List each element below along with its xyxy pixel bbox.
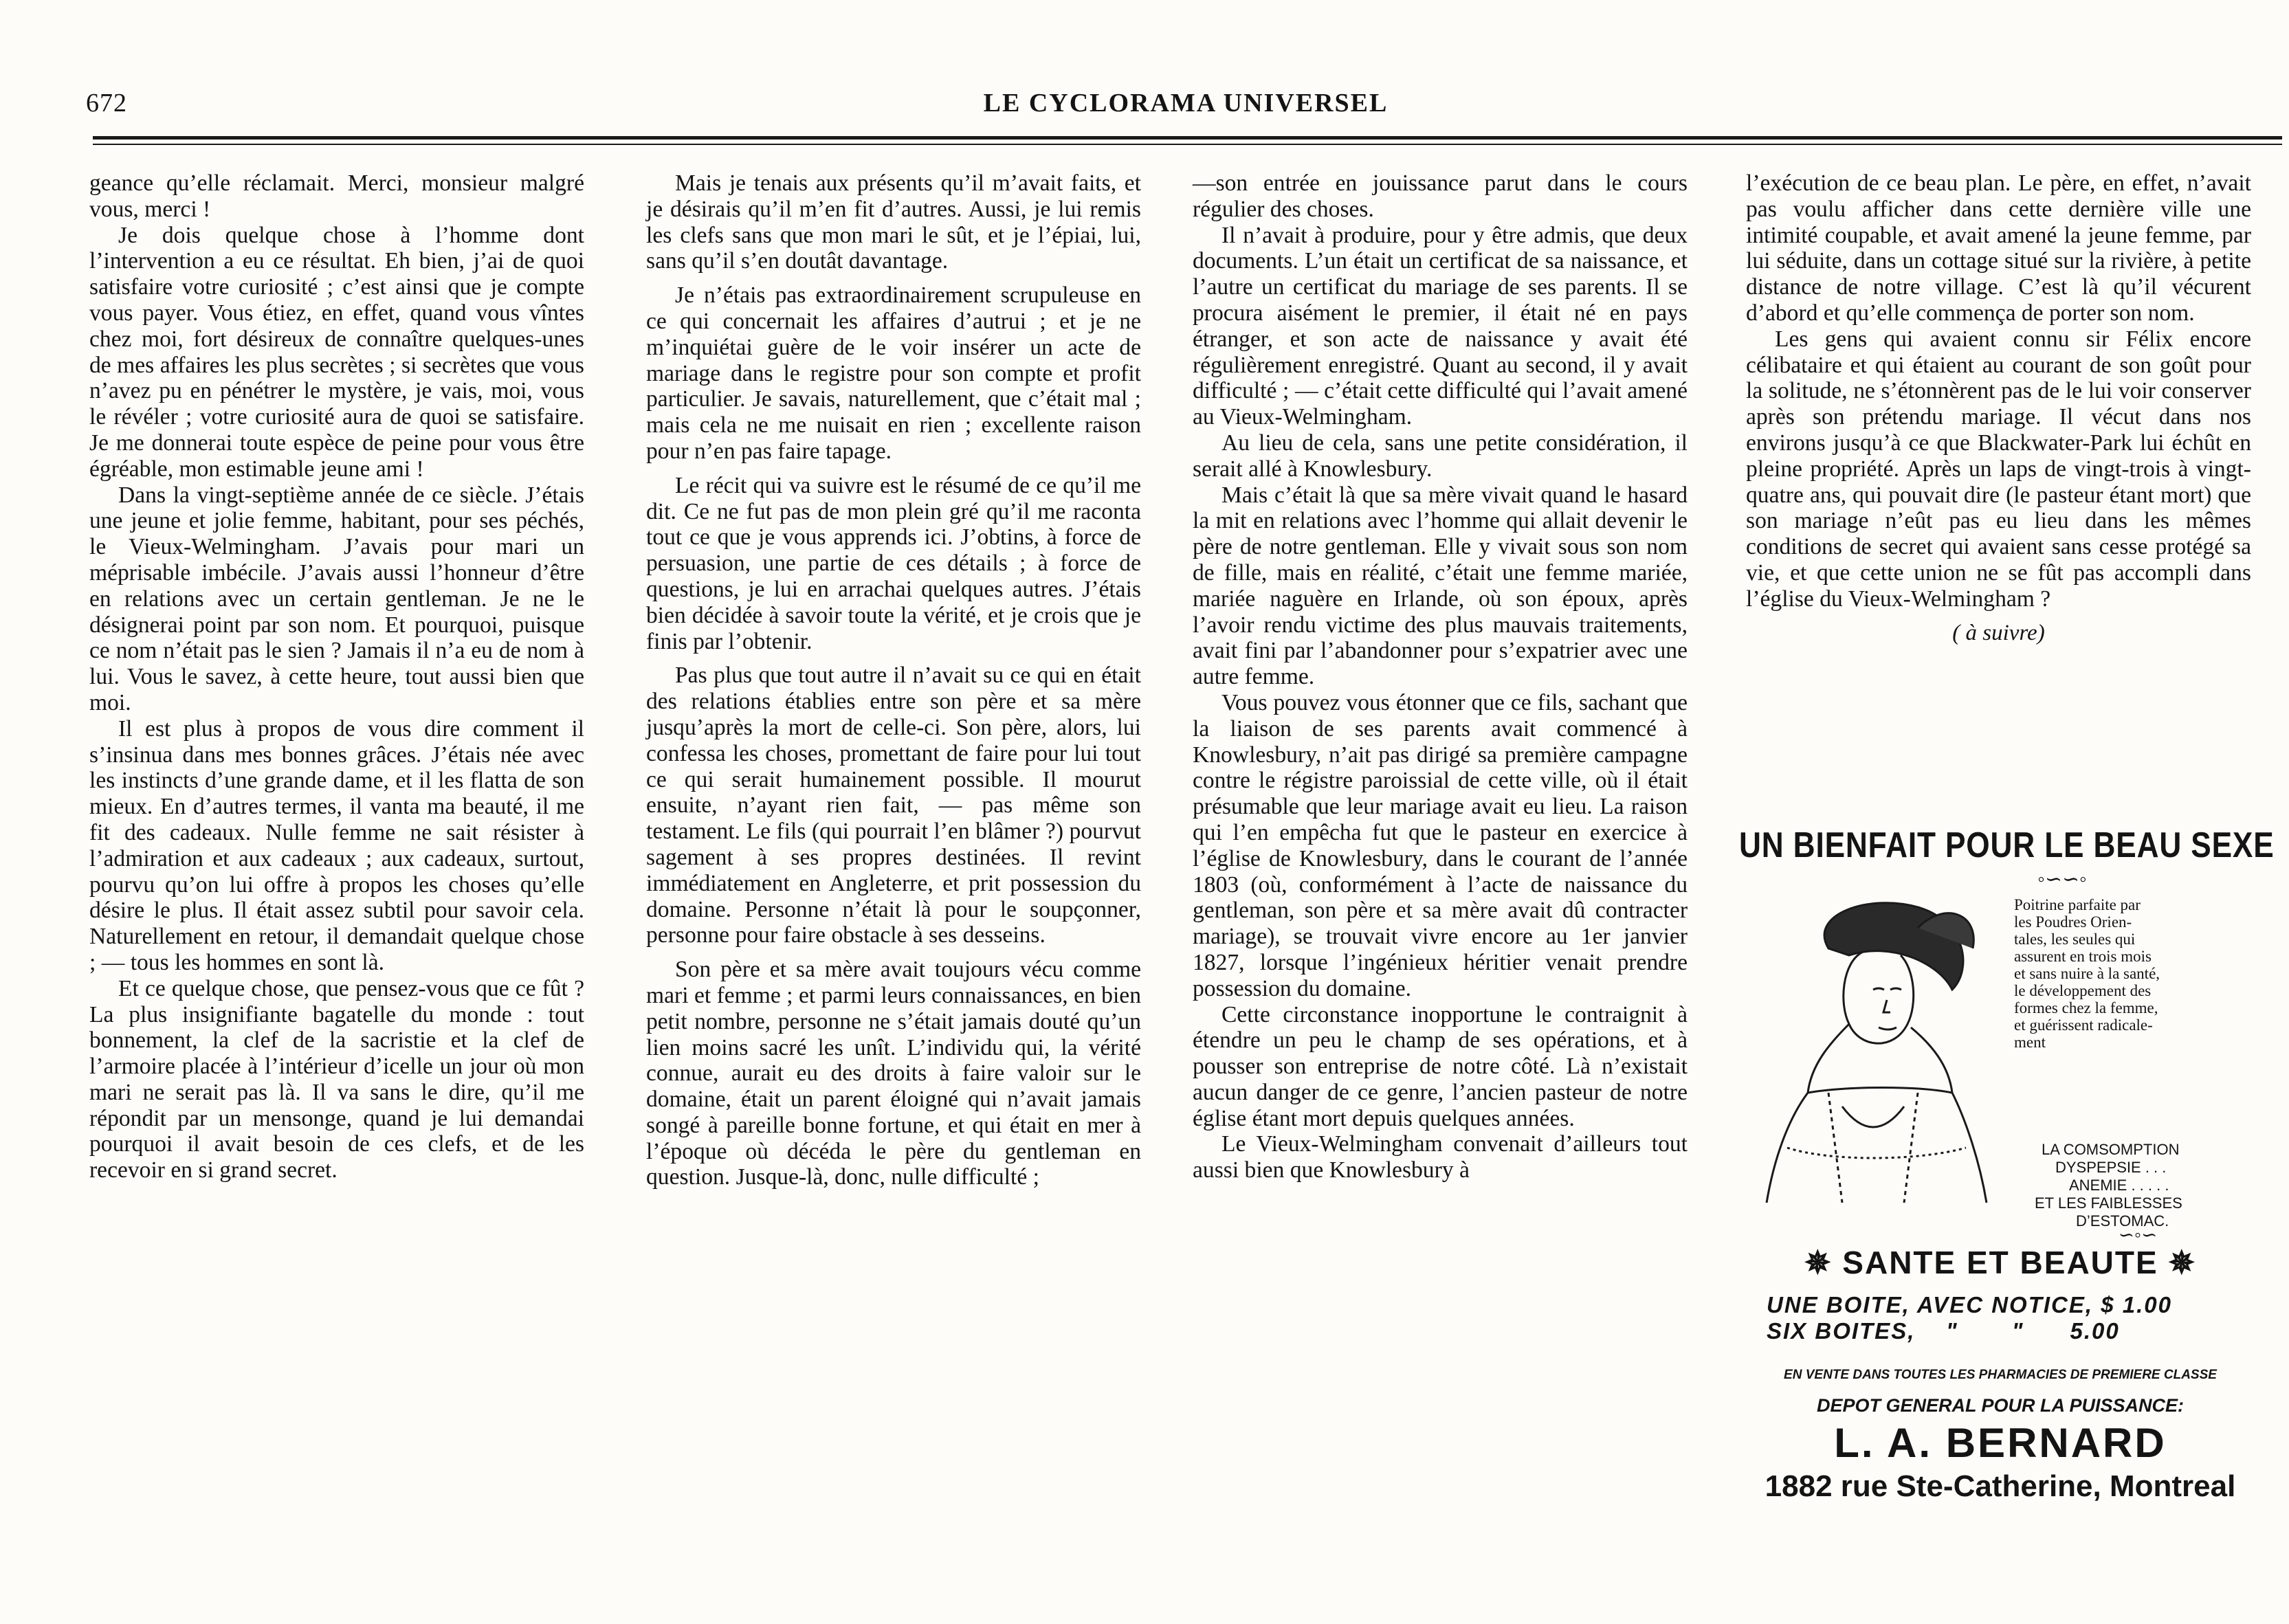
page-title: LE CYCLORAMA UNIVERSEL [983,89,1389,118]
paragraph: Il est plus à propos de vous dire comment il s’insinua dans mes bonnes grâces. J’étais née avec les instincts d’une grande dame, et il les flatta de son mieux. En d’autres termes, il vanta ma beauté, il me fit des cadeaux. Nulle femme ne sait résister à l’admiration et aux cadeaux ; aux cadeaux, surtout, pourvu qu’on lui offre à propos les choses qu’elle désire le plus. Il était assez subtil pour savoir cela. Naturellement en retour, il demandait quelque chose ; — tous les hommes en sont là. [89,715,584,975]
paragraph: Je dois quelque chose à l’homme dont l’intervention a eu ce résultat. Eh bien, j’ai de quoi satisfaire votre curiosité ; c’est ainsi que je compte vous payer. Vous étiez, en effet, quand vous vîntes chez moi, fort désireux de connaître quelques-unes de mes affaires les plus secrètes ; si secrètes que vous n’avez pu en pénétrer le mystère, je vais, moi, vous le révéler ; votre curiosité aura de quoi se satisfaire. Je me donnerai toute espèce de peine pour vous être égréable, mon estimable jeune ami ! [89,222,584,482]
paragraph: Le récit qui va suivre est le résumé de ce qu’il me dit. Ce ne fut pas de mon plein gré qu’il me raconta tout ce que je vous apprends ici. J’obtins, à force de persuasion, une partie de ces détails ; à force de questions, je lui en arrachai quelques autres. J’étais bien décidée à savoir toute la vérité, et je crois que je finis par l’obtenir. [646,472,1141,654]
paragraph: Le Vieux-Welmingham convenait d’ailleurs tout aussi bien que Knowlesbury à [1193,1131,1688,1183]
to-be-continued: ( à suivre) [1952,620,2045,645]
ad-sante-beaute: ✵ SANTE ET BEAUTE ✵ [1804,1245,2196,1280]
ad-merchant-name: L. A. BERNARD [1834,1420,2167,1466]
ad-headline: UN BIENFAIT POUR LE BEAU SEXE [1739,825,2275,865]
paragraph: Et ce quelque chose, que pensez-vous que ce fût ? La plus insignifiante bagatelle du monde : tout bonnement, la clef de la sacristie et la clef de l’armoire placée à l’intérieur d’icelle un jour où mon mari ne serait pas là. Il va sans le dire, qu’il me répondit par un mensonge, quand je lui demandai pourquoi il avait besoin de ces clefs, et de les recevoir en si grand secret. [89,975,584,1183]
ad-merchant-address: 1882 rue Ste-Catherine, Montreal [1765,1469,2236,1503]
paragraph: Je n’étais pas extraordinairement scrupuleuse en ce qui concernait les affaires d’autrui ; et je ne m’inquiétai guère de le voir insérer un acte de mariage dans le registre pour son compte et profit particulier. Je savais, naturellement, que c’était mal ; mais cela ne me nuisait en rien ; excellente raison pour n’en pas faire tapage. [646,282,1141,464]
ad-ailments-list: LA COMSOMPTION DYSPEPSIE . . . ANEMIE . . . . . ET LES FAIBLESSES D’ESTOMAC. [2035,1141,2182,1230]
header-rule [93,136,2282,140]
text-column-1 [89,170,584,1476]
paragraph: Son père et sa mère avait toujours vécu comme mari et femme ; et parmi leurs connaissances, en bien petit nombre, personne ne s’était jamais douté qu’un lien moins sacré les unît. L’individu qui, la vérité connue, aurait eu des droits à faire valoir sur le domaine, était un parent éloigné qui n’avait jamais songé à pareille bonne fortune, et qui était en mer à l’époque où décéda le père du gentleman en question. Jusque-là, donc, nulle difficulté ; [646,957,1141,1190]
paragraph: Dans la vingt-septième année de ce siècle. J’étais une jeune et jolie femme, habitant, pour ses péchés, le Vieux-Welmingham. J’avais pour mari un méprisable imbécile. J’avais aussi l’honneur d’être en relations avec un certain gentleman. Je ne le désignerai point par son nom. Et pourquoi, puisque ce nom n’était pas le sien ? Jamais il n’a eu de nom à lui. Vous le savez, à cette heure, tout aussi bien que moi. [89,482,584,715]
page-number: 672 [86,89,127,118]
paragraph: Pas plus que tout autre il n’avait su ce qui en était des relations établies entre son père et sa mère jusqu’après la mort de celle-ci. Son père, alors, lui confessa les choses, promettant de faire pour lui tout ce qui serait humainement possible. Il mourut ensuite, n’ayant rien fait, — pas même son testament. Le fils (qui pourrait l’en blâmer ?) pourvut sagement à ses propres destinées. Il revint immédiatement en Angleterre, et prit possession du domaine. Personne n’était là pour le soupçonner, personne pour faire obstacle à ses desseins. [646,663,1141,948]
woman-portrait-icon [1746,887,2000,1210]
text-column-3 [1193,170,1688,1476]
paragraph: Il n’avait à produire, pour y être admis, que deux documents. L’un était un certificat de sa naissance, et l’autre un certificat du mariage de ses parents. Il se procura aisément le premier, il était né en pays étranger, et son acte de naissance y avait été régulièrement enregistré. Quant au second, il y avait difficulté ; — c’était cette difficulté qui l’avait amené au Vieux-Welmingham. [1193,222,1688,430]
ad-price-six-boxes: SIX BOITES, " " 5.00 [1767,1318,2120,1344]
advertisement [1739,825,2275,1503]
page-header [86,88,2286,129]
paragraph: l’exécution de ce beau plan. Le père, en effet, n’avait pas voulu afficher dans cette dernière ville une intimité coupable, et avait amené la jeune femme, par lui séduite, dans un cottage situé sur la rivière, à petite distance de notre village. C’est là qu’il vécurent d’abord et qu’elle commença de porter son nom. [1746,170,2251,326]
ad-availability: EN VENTE DANS TOUTES LES PHARMACIES DE PREMIERE CLASSE [1784,1368,2217,1382]
paragraph: Les gens qui avaient connu sir Félix encore célibataire et qui étaient au courant de son goût pour la solitude, ne s’étonnèrent pas de le lui voir conserver après son prétendu mariage. Il vécut dans nos environs jusqu’à ce que Blackwater-Park lui échût en pleine propriété. Après un laps de vingt-trois à vingt-quatre ans, qui pouvait dire (le pasteur étant mort) que son mariage n’eût pas eu lieu dans les mêmes conditions de secret qui avaient sans cesse protégé sa vie, et que cette union ne se fût pas accompli dans l’église du Vieux-Welmingham ? [1746,326,2251,612]
paragraph: Vous pouvez vous étonner que ce fils, sachant que la liaison de ses parents avait commencé à Knowlesbury, n’ait pas dirigé sa première campagne contre le régistre paroissial de cette ville, où il était présumable que leur mariage avait eu lieu. La raison qui l’en empêcha fut que le pasteur en exercice à l’église de Knowlesbury, dans le courant de l’année 1803 (où, conformément à l’acte de naissance du gentleman, son père et sa mère avait dû contracter mariage), se trouvait vivre encore au 1er janvier 1827, lorsque l’ingénieux héritier venait prendre possession du domaine. [1193,689,1688,1001]
ad-price-one-box: UNE BOITE, AVEC NOTICE, $ 1.00 [1767,1292,2172,1317]
text-column-2 [646,170,1141,1476]
ad-copy: Poitrine parfaite par les Poudres Orien- tales, les seules qui assurent en trois mois et sans nuire à la santé, le développement des formes chez la femme, et guérissent radicale- ment [2014,896,2160,1051]
paragraph: —son entrée en jouissance parut dans le cours régulier des choses. [1193,170,1688,222]
paragraph: Mais c’était là que sa mère vivait quand le hasard la mit en relations avec l’homme qui allait devenir le père de notre gentleman. Elle y vivait sous son nom de fille, mais en réalité, c’était une femme mariée, mariée naguère en Irlande, où son époux, après l’avoir rendu victime des plus mauvais traitements, avait fini par l’abandonner pour s’expatrier avec une autre femme. [1193,482,1688,690]
ad-depot: DEPOT GENERAL POUR LA PUISSANCE: [1816,1395,2185,1416]
ornament-icon: ◦∽∽◦ [2037,868,2087,891]
paragraph: Cette circonstance inopportune le contraignit à étendre un peu le champ de ses opérations, et à pousser son entreprise de notre côté. Là n’existait aucun danger de ce genre, l’ancien pasteur de notre église étant mort depuis quelques années. [1193,1001,1688,1131]
ornament-icon: ∽◦∽ [2118,1225,2158,1246]
paragraph: Au lieu de cela, sans une petite considération, il serait allé à Knowlesbury. [1193,430,1688,482]
paragraph: geance qu’elle réclamait. Merci, monsieur malgré vous, merci ! [89,170,584,222]
header-rule-thin [93,144,2282,145]
paragraph: Mais je tenais aux présents qu’il m’avait faits, et je désirais qu’il m’en fit d’autres. Aussi, je lui remis les clefs sans que mon mari le sût, et je l’épiai, lui, sans qu’il s’en doutât davantage. [646,170,1141,274]
